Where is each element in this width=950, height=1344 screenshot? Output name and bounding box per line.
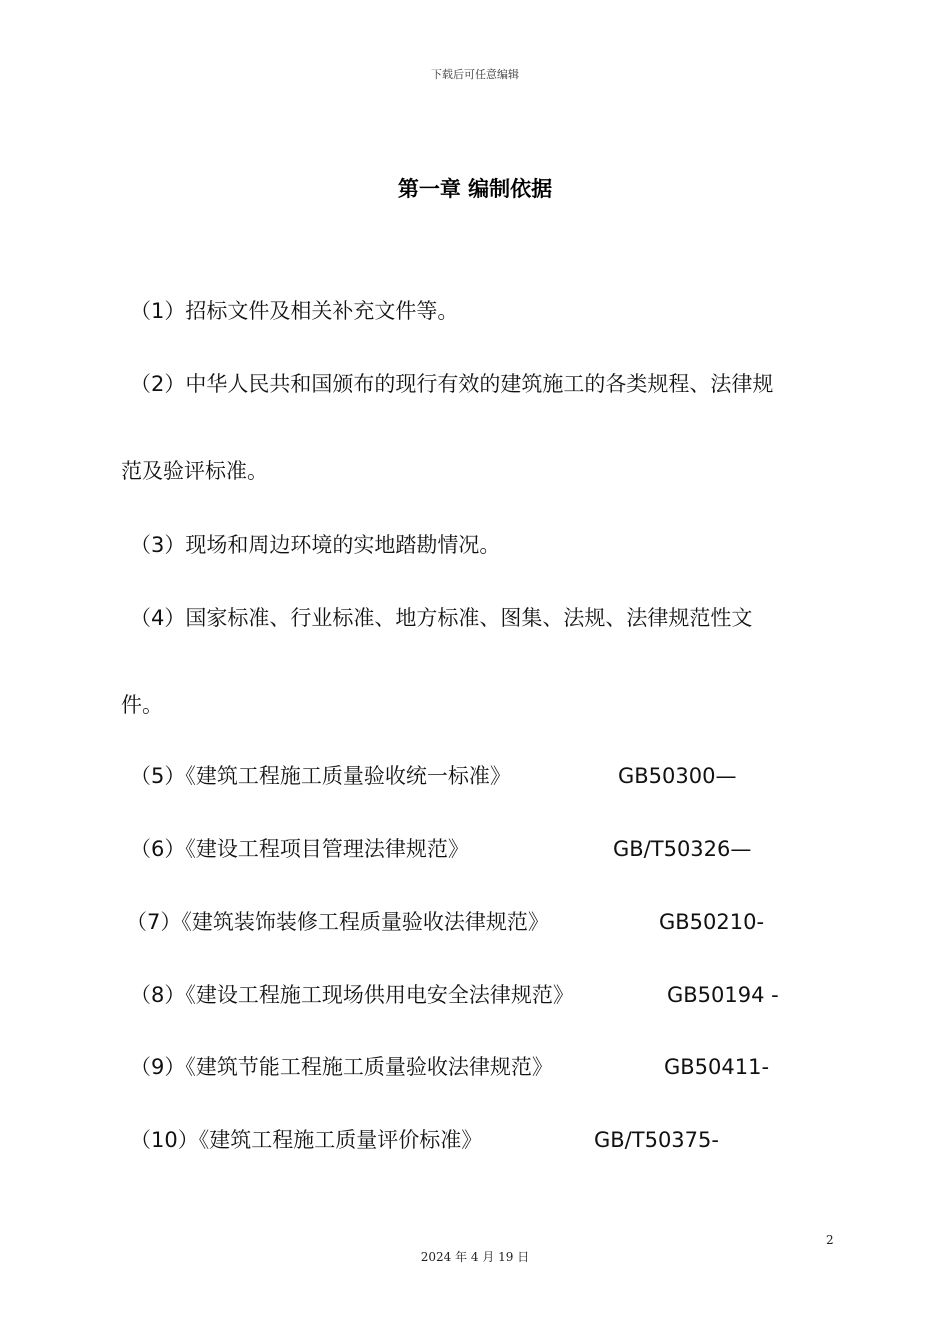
standard-item bbox=[130, 835, 469, 863]
standard-number: （7） bbox=[126, 910, 182, 934]
paragraph-4-continued: 件。 bbox=[121, 693, 163, 717]
standard-item bbox=[126, 908, 549, 936]
paragraph-1: （1）招标文件及相关补充文件等。 bbox=[130, 299, 459, 323]
standard-name: 《建设工程施工现场供用电安全法律规范》 bbox=[185, 983, 574, 1007]
standard-name: 《建筑节能工程施工质量验收法律规范》 bbox=[185, 1055, 553, 1079]
chapter-title: 第一章 编制依据 bbox=[397, 177, 553, 201]
standard-number: （9） bbox=[130, 1055, 186, 1079]
standard-number: （8） bbox=[130, 983, 186, 1007]
standard-code: GB50411- bbox=[664, 1055, 770, 1079]
standard-code: GB50210- bbox=[659, 910, 765, 934]
standard-item bbox=[130, 762, 511, 790]
standard-number: （6） bbox=[130, 837, 186, 861]
standard-name: 《建设工程项目管理法律规范》 bbox=[185, 837, 469, 861]
standard-code: GB/T50375- bbox=[594, 1128, 719, 1152]
standard-name: 《建筑工程施工质量验收统一标准》 bbox=[185, 764, 511, 788]
standard-item bbox=[130, 981, 574, 1009]
paragraph-2: （2）中华人民共和国颁布的现行有效的建筑施工的各类规程、法律规 bbox=[130, 372, 774, 396]
standard-code: GB50300— bbox=[618, 764, 737, 788]
standard-number: （10） bbox=[130, 1128, 199, 1152]
page-header: 下载后可任意编辑 bbox=[431, 68, 519, 81]
footer-date: 2024 年 4 月 19 日 bbox=[420, 1250, 530, 1264]
paragraph-4: （4）国家标准、行业标准、地方标准、图集、法规、法律规范性文 bbox=[130, 606, 753, 630]
standard-item bbox=[130, 1126, 482, 1154]
paragraph-2-continued: 范及验评标准。 bbox=[121, 459, 268, 483]
paragraph-3: （3）现场和周边环境的实地踏勘情况。 bbox=[130, 533, 501, 557]
standard-code: GB50194 - bbox=[667, 983, 779, 1007]
standard-number: （5） bbox=[130, 764, 186, 788]
page-number: 2 bbox=[826, 1233, 834, 1247]
standard-name: 《建筑工程施工质量评价标准》 bbox=[198, 1128, 483, 1152]
standard-item bbox=[130, 1053, 553, 1081]
standard-name: 《建筑装饰装修工程质量验收法律规范》 bbox=[181, 910, 549, 934]
standard-code: GB/T50326— bbox=[613, 837, 752, 861]
